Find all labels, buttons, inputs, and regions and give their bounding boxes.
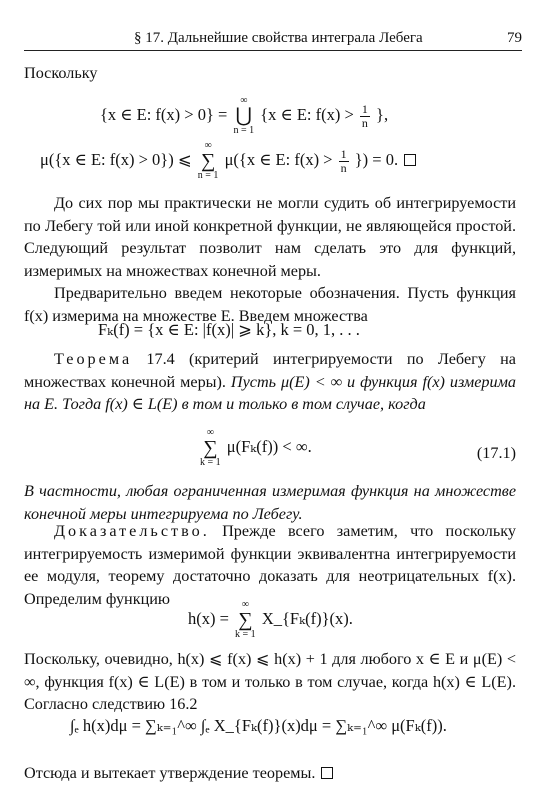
paragraph-2: Предварительно введем некоторые обозначения. Пусть функция f(x) измерима на множестве E. Введем множества: [24, 284, 516, 325]
equation-final: ∫ₑ h(x)dμ = ∑ₖ₌₁^∞ ∫ₑ X_{Fₖ(f)}(x)dμ = ∑ₖ₌₁^∞ μ(Fₖ(f)).: [70, 716, 447, 735]
paragraph-1: До сих пор мы практически не могли судить об интегрируемости по Лебегу той или иной конкретной функции, не являющейся простой. Следующий результат позволит нам сделать это для функций, измеримых на множествах конечной меры.: [24, 194, 516, 280]
equation-union: {x ∈ E: f(x) > 0} = ∞ ⋃ n = 1 {x ∈ E: f(x) > $\frac{1}{n}$ },: [100, 95, 389, 136]
header-title: § 17. Дальнейшие свойства интеграла Лебега: [134, 30, 423, 46]
page-number: 79: [507, 30, 522, 46]
intro-word: Поскольку: [24, 64, 98, 82]
equation-measure: μ({x ∈ E: f(x) > 0}) ⩽ ∞ ∑ n = 1 μ({x ∈ E: f(x) > $\frac{1}{n}$ }) = 0.: [40, 141, 416, 181]
equation-17-1: ∞ ∑ k = 1 μ(Fₖ(f)) < ∞.: [200, 427, 312, 468]
theorem-17-4: Теорема 17.4 (критерий интегрируемости по Лебегу на множествах конечной меры). Пусть μ(E) < ∞ и функция f(x) измерима на E. Тогда f(x) ∈ L(E) в том и только в том случае, когда: [24, 350, 516, 413]
qed-box: [404, 154, 416, 166]
corollary-text: В частности, любая ограниченная измеримая функция на множестве конечной меры интегрируема по Лебегу.: [24, 482, 516, 523]
qed-box-end: [321, 767, 333, 779]
running-header: [24, 28, 522, 51]
proof-paragraph: Доказательство. Прежде всего заметим, что поскольку интегрируемость измеримой функции эквивалентна интегрируемости ее модуля, теорему достаточно доказать для неотрицательных f(x). Определим функцию: [24, 522, 516, 608]
equation-sets: Fₖ(f) = {x ∈ E: |f(x)| ⩾ k}, k = 0, 1, . . .: [98, 320, 360, 339]
closing-line: Отсюда и вытекает утверждение теоремы.: [24, 762, 516, 785]
equation-number: (17.1): [476, 444, 516, 462]
paragraph-3: Поскольку, очевидно, h(x) ⩽ f(x) ⩽ h(x) + 1 для любого x ∈ E и μ(E) < ∞, функция f(x) ∈ L(E) в том и только в том случае, когда h(x) ∈ L(E). Согласно следствию 16.2: [24, 650, 516, 713]
equation-h: h(x) = ∞ ∑ k = 1 X_{Fₖ(f)}(x).: [188, 599, 353, 640]
